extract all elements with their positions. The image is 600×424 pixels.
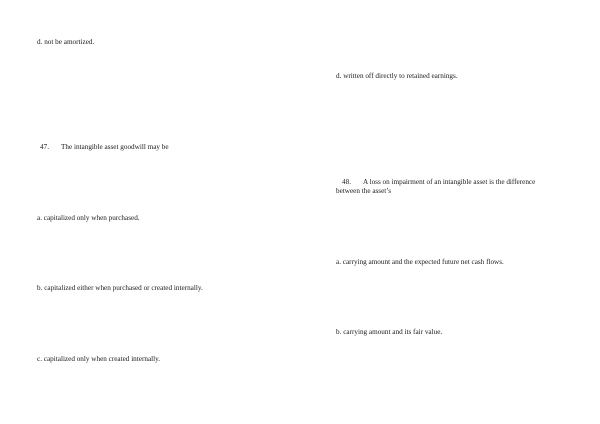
answer-option-c-left: c. capitalized only when created internally. bbox=[37, 355, 161, 363]
question-47 bbox=[40, 143, 169, 152]
answer-option-a-left: a. capitalized only when purchased. bbox=[37, 214, 140, 222]
answer-option-b-left: b. capitalized either when purchased or created internally. bbox=[37, 284, 203, 292]
answer-option-d-left: d. not be amortized. bbox=[37, 38, 95, 46]
answer-option-a-right: a. carrying amount and the expected future net cash flows. bbox=[336, 258, 504, 266]
answer-option-d-right: d. written off directly to retained earnings. bbox=[336, 72, 458, 80]
question-47-number: 47. bbox=[40, 143, 49, 151]
question-48-text-line1: A loss on impairment of an intangible asset is the difference bbox=[362, 178, 536, 186]
question-47-text: The intangible asset goodwill may be bbox=[60, 143, 169, 151]
answer-option-b-right: b. carrying amount and its fair value. bbox=[336, 328, 443, 336]
question-48-number: 48. bbox=[342, 178, 351, 186]
question-48-line1 bbox=[342, 178, 535, 187]
question-48-text-line2: between the asset’s bbox=[336, 187, 392, 195]
